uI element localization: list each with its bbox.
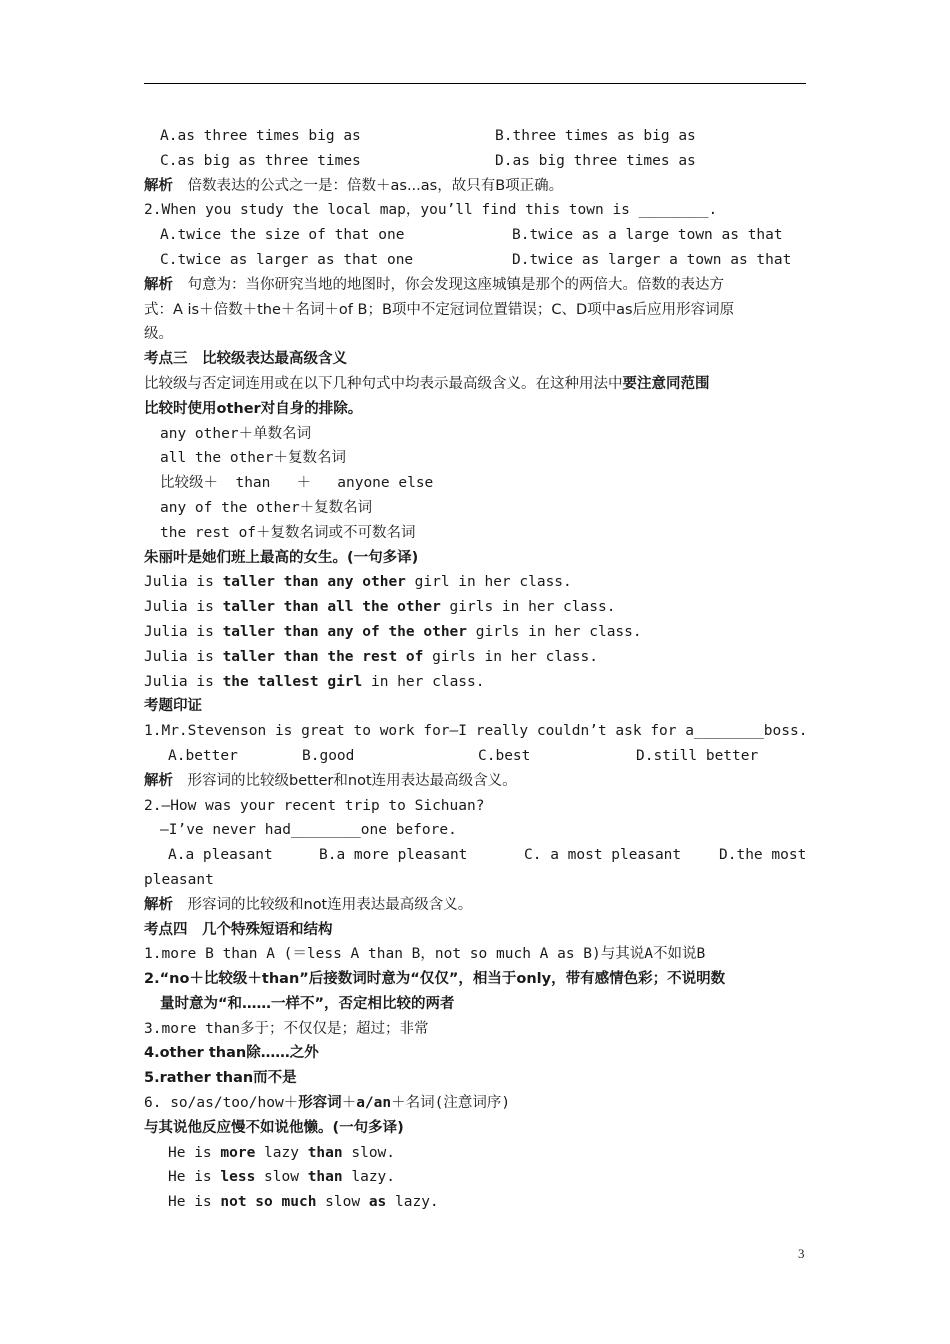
section3-intro-line1 <box>144 372 808 397</box>
analysis-label: 解析 <box>144 276 173 293</box>
exam-q2-options <box>144 843 808 868</box>
pattern-item: the rest of＋复数名词或不可数名词 <box>160 524 416 541</box>
section4-title: 考点四 几个特殊短语和结构 <box>144 921 333 938</box>
q2-option-a: A.twice the size of that one <box>160 227 405 244</box>
ex-post: girls in her class. <box>440 599 616 616</box>
ex-bold: taller than the rest of <box>222 648 424 665</box>
q1-option-b: B.three times as big as <box>495 128 696 144</box>
analysis-text: 句意为：当你研究当地的地图时，你会发现这座城镇是那个的两倍大。倍数的表达方 <box>187 276 724 293</box>
item6-bold: a/an <box>356 1095 392 1112</box>
ex-pre: Julia is <box>144 599 223 616</box>
ex-bold: more <box>220 1144 256 1161</box>
ex-bold: as <box>368 1194 387 1211</box>
exam-q1: 1.Mr.Stevenson is great to work for—I really couldn’t ask for a________boss. <box>144 723 808 740</box>
q1-analysis <box>144 174 808 199</box>
exam-q2-wrap: pleasant <box>144 871 214 888</box>
example-sentence <box>144 595 808 620</box>
ex-part: He is <box>168 1169 221 1186</box>
pattern-item: 比较级＋ than ＋ anyone else <box>160 475 434 492</box>
exam-q2-option: A.a pleasant <box>168 847 273 864</box>
q2-question: 2.When you study the local map，you’ll find this town is ________. <box>144 202 718 219</box>
ex-bold: taller than any other <box>222 574 406 591</box>
ex-bold: taller than all the other <box>222 599 441 616</box>
ex-part: He is <box>168 1144 221 1161</box>
analysis-label: 解析 <box>144 177 173 194</box>
header-rule <box>144 83 806 84</box>
exam-q1-analysis <box>144 769 808 794</box>
analysis-text: 倍数表达的公式之一是：倍数＋as...as，故只有B项正确。 <box>187 177 564 194</box>
q2-option-c: C.twice as larger as that one <box>160 251 414 268</box>
ex-post: in her class. <box>362 673 485 690</box>
q2-analysis-line2: 式：A is＋倍数＋the＋名词＋of B；B项中不定冠词位置错误；C、D项中as后应用形容词原 <box>144 301 735 318</box>
exam-title: 考题印证 <box>144 698 202 715</box>
example-sentence <box>144 570 808 595</box>
item6-pre: 6. so/as/too/how＋ <box>144 1095 299 1112</box>
section4-item1: 1.more B than A (＝less A than B，not so much A as B)与其说A不如说B <box>144 946 706 963</box>
exam-q1-option: A.better <box>168 747 238 764</box>
ex-bold: less <box>220 1169 256 1186</box>
exam-q1-options <box>144 744 808 769</box>
q1-option-c: C.as big as three times <box>160 152 361 169</box>
section4-example-title: 与其说他反应慢不如说他懒。(一句多译) <box>144 1119 404 1136</box>
example-title: 朱丽叶是她们班上最高的女生。(一句多译) <box>144 549 419 566</box>
ex-part: He is <box>168 1194 221 1211</box>
analysis-text: 形容词的比较级better和not连用表达最高级含义。 <box>187 772 517 789</box>
exam-q2-option: C. a most pleasant <box>524 847 682 864</box>
ex-bold: not so much <box>220 1194 317 1211</box>
q2-options-row2 <box>144 248 808 273</box>
example-sentence <box>144 645 808 670</box>
ex-part: lazy <box>255 1144 308 1161</box>
ex-bold: than <box>307 1169 343 1186</box>
q1-options-row2 <box>144 149 808 174</box>
section4-item2-line2: 量时意为“和……一样不”，否定相比较的两者 <box>160 995 455 1012</box>
exam-q1-option: D.still better <box>636 747 759 764</box>
analysis-label: 解析 <box>144 896 173 913</box>
section4-item5: 5.rather than而不是 <box>144 1070 297 1087</box>
q1-option-d: D.as big three times as <box>495 152 696 169</box>
exam-q1-option: B.good <box>302 747 355 764</box>
exam-q2-line2: —I’ve never had________one before. <box>160 822 457 839</box>
analysis-text: 形容词的比较级和not连用表达最高级含义。 <box>187 896 473 913</box>
page-content <box>144 124 808 1215</box>
ex-part: slow <box>316 1194 369 1211</box>
ex-post: girls in her class. <box>423 648 598 665</box>
intro-bold: 要注意同范围 <box>622 375 710 392</box>
page-number: 3 <box>798 1246 805 1261</box>
exam-q2-analysis <box>144 893 808 918</box>
exam-q2-option: B.a more pleasant <box>319 847 468 864</box>
item6-post: ＋名词(注意词序) <box>391 1095 511 1112</box>
pattern-item: any other＋单数名词 <box>160 425 312 442</box>
example-sentence <box>144 670 808 695</box>
q2-option-d: D.twice as larger a town as that <box>512 251 792 268</box>
q1-option-a: A.as three times big as <box>160 128 361 144</box>
pattern-item: all the other＋复数名词 <box>160 450 346 467</box>
exam-q2-option: D.the most <box>719 847 807 864</box>
q2-analysis-line3: 级。 <box>144 326 173 343</box>
pattern-item: any of the other＋复数名词 <box>160 499 373 516</box>
ex-part: slow. <box>342 1144 396 1161</box>
ex-pre: Julia is <box>144 574 223 591</box>
section4-item4: 4.other than除……之外 <box>144 1045 319 1062</box>
ex-post: girl in her class. <box>405 574 572 591</box>
section4-item6 <box>144 1091 808 1116</box>
ex-part: lazy. <box>386 1194 439 1211</box>
q2-analysis-line1 <box>144 273 808 298</box>
q2-options-row1 <box>144 223 808 248</box>
exam-q2-line1: 2.—How was your recent trip to Sichuan? <box>144 797 485 814</box>
ex-pre: Julia is <box>144 673 223 690</box>
section3-intro-line2: 比较时使用other对自身的排除。 <box>144 400 363 417</box>
ex-part: lazy. <box>342 1169 396 1186</box>
intro-text: 比较级与否定词连用或在以下几种句式中均表示最高级含义。在这种用法中 <box>144 375 623 392</box>
example-sentence <box>144 1190 808 1215</box>
ex-pre: Julia is <box>144 648 223 665</box>
ex-bold: than <box>307 1144 343 1161</box>
ex-part: slow <box>255 1169 308 1186</box>
analysis-label: 解析 <box>144 772 173 789</box>
q1-options-row1 <box>144 124 808 149</box>
example-sentence <box>144 1165 808 1190</box>
section4-item3: 3.more than多于；不仅仅是；超过；非常 <box>144 1020 429 1037</box>
example-sentence <box>144 1141 808 1166</box>
ex-post: girls in her class. <box>467 623 642 640</box>
q2-option-b: B.twice as a large town as that <box>512 227 783 244</box>
section3-title: 考点三 比较级表达最高级含义 <box>144 351 347 368</box>
section4-item2-line1: 2.“no＋比较级＋than”后接数词时意为“仅仅”，相当于only，带有感情色彩；不说明数 <box>144 971 726 988</box>
ex-bold: taller than any of the other <box>222 623 468 640</box>
ex-pre: Julia is <box>144 623 223 640</box>
item6-bold: 形容词 <box>298 1095 342 1112</box>
exam-q1-option: C.best <box>478 747 531 764</box>
example-sentence <box>144 620 808 645</box>
ex-bold: the tallest girl <box>222 673 363 690</box>
item6-mid: ＋ <box>341 1095 357 1112</box>
